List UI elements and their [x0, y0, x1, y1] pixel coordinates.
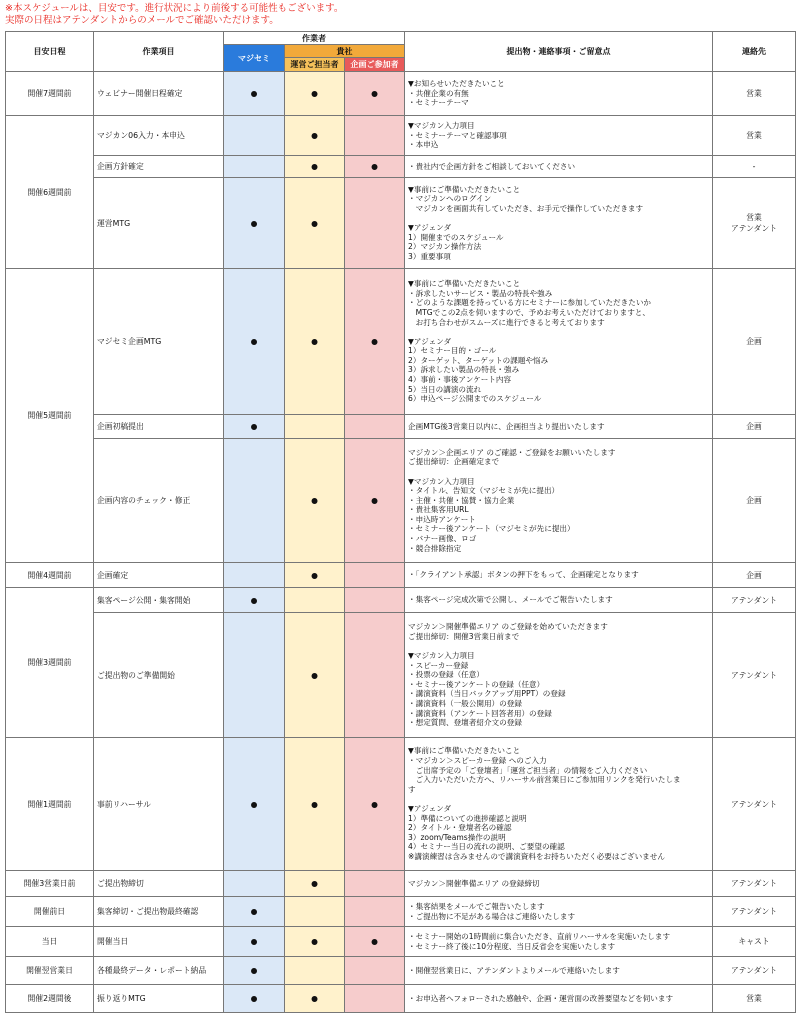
header-worker: 作業者 — [224, 32, 405, 45]
majisemi-cell: ● — [224, 927, 285, 957]
notice-line-1: ※本スケジュールは、目安です。進行状況により前後する可能性もございます。 — [5, 3, 344, 14]
table-row — [6, 415, 796, 439]
timing-cell: 開催前日 — [6, 897, 94, 927]
unei-cell: ● — [285, 269, 345, 415]
timing-cell: 当日 — [6, 927, 94, 957]
contact-cell: 企画 — [713, 439, 796, 563]
kikaku-cell: ● — [345, 439, 405, 563]
notice-line-2: 実際の日程はアテンダントからのメールでご確認いただけます。 — [5, 15, 279, 26]
kikaku-cell: ● — [345, 738, 405, 871]
table-row — [6, 957, 796, 985]
schedule-body — [6, 72, 796, 1013]
task-cell: 集客締切・ご提出物最終確認 — [94, 897, 224, 927]
table-row — [6, 897, 796, 927]
majisemi-cell: ● — [224, 957, 285, 985]
header-notes: 提出物・連絡事項・ご留意点 — [405, 32, 713, 72]
notes-cell: ・セミナー開始の1時間前に集合いただき、直前リハーサルを実施いたします ・セミナー終了後に10分程度、当日反省会を実施いたします — [405, 927, 713, 957]
table-row — [6, 269, 796, 415]
unei-cell — [285, 897, 345, 927]
header-task: 作業項目 — [94, 32, 224, 72]
task-cell: 企画確定 — [94, 563, 224, 588]
header-timing: 目安日程 — [6, 32, 94, 72]
notes-cell: ・集客結果をメールでご報告いたします ・ご提出物に不足がある場合はご連絡いたします — [405, 897, 713, 927]
kikaku-cell — [345, 178, 405, 269]
timing-cell: 開催3週間前 — [6, 588, 94, 738]
table-row — [6, 178, 796, 269]
timing-cell: 開催4週間前 — [6, 563, 94, 588]
task-cell: 企画内容のチェック・修正 — [94, 439, 224, 563]
kikaku-cell — [345, 985, 405, 1013]
majisemi-cell — [224, 563, 285, 588]
unei-cell: ● — [285, 439, 345, 563]
contact-cell: 企画 — [713, 563, 796, 588]
contact-cell: アテンダント — [713, 897, 796, 927]
notes-cell: ・集客ページ完成次第で公開し、メールでご報告いたします — [405, 588, 713, 613]
unei-cell: ● — [285, 563, 345, 588]
kikaku-cell — [345, 871, 405, 897]
contact-cell: 営業 — [713, 985, 796, 1013]
header-unei: 運営ご担当者 — [285, 58, 345, 72]
contact-cell: - — [713, 156, 796, 178]
unei-cell — [285, 415, 345, 439]
timing-cell: 開催翌営業日 — [6, 957, 94, 985]
contact-cell: キャスト — [713, 927, 796, 957]
majisemi-cell — [224, 613, 285, 738]
task-cell: 運営MTG — [94, 178, 224, 269]
table-row — [6, 738, 796, 871]
schedule-notice — [5, 3, 343, 27]
contact-cell: 企画 — [713, 415, 796, 439]
timing-cell: 開催2週間後 — [6, 985, 94, 1013]
task-cell: マジセミ企画MTG — [94, 269, 224, 415]
table-row — [6, 72, 796, 116]
task-cell: ご提出物のご準備開始 — [94, 613, 224, 738]
task-cell: 集客ページ公開・集客開始 — [94, 588, 224, 613]
majisemi-cell: ● — [224, 738, 285, 871]
table-row — [6, 871, 796, 897]
task-cell: マジカン06入力・本申込 — [94, 116, 224, 156]
task-cell: ウェビナー開催日程確定 — [94, 72, 224, 116]
unei-cell: ● — [285, 871, 345, 897]
unei-cell — [285, 957, 345, 985]
kikaku-cell — [345, 897, 405, 927]
contact-cell: 営業 アテンダント — [713, 178, 796, 269]
majisemi-cell: ● — [224, 72, 285, 116]
contact-cell: 営業 — [713, 116, 796, 156]
kikaku-cell — [345, 588, 405, 613]
notes-cell: ▼事前にご準備いただきたいこと ・マジカン＞スピーカー登録 へのご入力 ご出席予定の「ご登壇者」「運営ご担当者」の情報をご入力ください ご入力いただいた方へ、リハーサル前営業日にご参加用リンクを発行いたしま す ▼アジェンダ 1）準備についての進捗確認と説明 2）タイトル・登壇者名の確認 3）zoom/Teams操作の説明 4）セミナー当日の流れの説明、ご要望の確認 ※講演練習は含みませんので講演資料をお持ちいただく必要はございません — [405, 738, 713, 871]
table-row — [6, 588, 796, 613]
kikaku-cell — [345, 563, 405, 588]
kikaku-cell: ● — [345, 156, 405, 178]
majisemi-cell: ● — [224, 588, 285, 613]
header-majisemi: マジセミ — [224, 45, 285, 72]
notes-cell: マジカン＞開催準備エリア の登録締切 — [405, 871, 713, 897]
kikaku-cell — [345, 957, 405, 985]
timing-cell: 開催1週間前 — [6, 738, 94, 871]
task-cell: ご提出物締切 — [94, 871, 224, 897]
unei-cell: ● — [285, 156, 345, 178]
majisemi-cell: ● — [224, 985, 285, 1013]
kikaku-cell — [345, 415, 405, 439]
task-cell: 事前リハーサル — [94, 738, 224, 871]
unei-cell: ● — [285, 738, 345, 871]
contact-cell: アテンダント — [713, 957, 796, 985]
contact-cell: 企画 — [713, 269, 796, 415]
table-row — [6, 116, 796, 156]
notes-cell: ▼事前にご準備いただきたいこと ・マジカンへのログイン マジカンを画面共有していただき、お手元で操作していただきます ▼アジェンダ 1）開催までのスケジュール 2）マジカン操作方法 3）重要事項 — [405, 178, 713, 269]
notes-cell: ▼お知らせいただきたいこと ・共催企業の有無 ・セミナーテーマ — [405, 72, 713, 116]
schedule-table — [5, 31, 796, 1013]
notes-cell: ・開催翌営業日に、アテンダントよりメールで連絡いたします — [405, 957, 713, 985]
timing-cell: 開催3営業日前 — [6, 871, 94, 897]
unei-cell: ● — [285, 178, 345, 269]
contact-cell: 営業 — [713, 72, 796, 116]
timing-cell: 開催5週間前 — [6, 269, 94, 563]
majisemi-cell: ● — [224, 897, 285, 927]
notes-cell: 企画MTG後3営業日以内に、企画担当より提出いたします — [405, 415, 713, 439]
kikaku-cell: ● — [345, 72, 405, 116]
notes-cell: マジカン＞開催準備エリア のご登録を始めていただきます ご提出締切：開催3営業日前まで ▼マジカン入力項目 ・スピーカー登録 ・投票の登録（任意） ・セミナー後アンケートの登録（任意） ・講演資料（当日バックアップ用PPT）の登録 ・講演資料（一般公開用）の登録 ・講演資料（アンケート回答者用）の登録 ・想定質問、登壇者紹介文の登録 — [405, 613, 713, 738]
task-cell: 企画方針確定 — [94, 156, 224, 178]
contact-cell: アテンダント — [713, 613, 796, 738]
unei-cell: ● — [285, 116, 345, 156]
notes-cell: ・貴社内で企画方針をご相談しておいてください — [405, 156, 713, 178]
header-kikaku: 企画ご参加者 — [345, 58, 405, 72]
kikaku-cell: ● — [345, 269, 405, 415]
header-contact: 連絡先 — [713, 32, 796, 72]
majisemi-cell: ● — [224, 269, 285, 415]
timing-cell: 開催6週間前 — [6, 116, 94, 269]
task-cell: 開催当日 — [94, 927, 224, 957]
notes-cell: ・お申込者へフォローされた感触や、企画・運営面の改善要望などを伺います — [405, 985, 713, 1013]
unei-cell: ● — [285, 72, 345, 116]
unei-cell: ● — [285, 613, 345, 738]
majisemi-cell — [224, 116, 285, 156]
notes-cell: ・「クライアント承認」ボタンの押下をもって、企画確定となります — [405, 563, 713, 588]
task-cell: 各種最終データ・レポート納品 — [94, 957, 224, 985]
majisemi-cell — [224, 439, 285, 563]
majisemi-cell — [224, 156, 285, 178]
table-row — [6, 927, 796, 957]
notes-cell: マジカン＞企画エリア のご確認・ご登録をお願いいたします ご提出締切：企画確定まで ▼マジカン入力項目 ・タイトル、告知文（マジセミが先に提出） ・主催・共催・協賛・協力企業 ・貴社集客用URL ・申込時アンケート ・セミナー後アンケート（マジセミが先に提出） ・バナー画像、ロゴ ・競合排除指定 — [405, 439, 713, 563]
unei-cell — [285, 588, 345, 613]
majisemi-cell — [224, 871, 285, 897]
contact-cell: アテンダント — [713, 871, 796, 897]
contact-cell: アテンダント — [713, 738, 796, 871]
notes-cell: ▼事前にご準備いただきたいこと ・訴求したいサービス・製品の特長や強み ・どのような課題を持っている方にセミナーに参加していただきたいか MTGでこの2点を伺いますので、予めお考えいただけておりますと、 お打ち合わせがスムーズに進行できると考えております ▼アジェンダ 1）セミナー目的・ゴール 2）ターゲット、ターゲットの課題や悩み 3）訴求したい製品の特長・強み 4）事前・事後アンケート内容 5）当日の講演の流れ 6）申込ページ公開までのスケジュール — [405, 269, 713, 415]
table-row — [6, 985, 796, 1013]
kikaku-cell: ● — [345, 927, 405, 957]
kikaku-cell — [345, 613, 405, 738]
task-cell: 企画初稿提出 — [94, 415, 224, 439]
majisemi-cell: ● — [224, 178, 285, 269]
majisemi-cell: ● — [224, 415, 285, 439]
table-row — [6, 156, 796, 178]
header-client: 貴社 — [285, 45, 405, 58]
table-row — [6, 563, 796, 588]
notes-cell: ▼マジカン入力項目 ・セミナーテーマと確認事項 ・本申込 — [405, 116, 713, 156]
unei-cell: ● — [285, 927, 345, 957]
contact-cell: アテンダント — [713, 588, 796, 613]
task-cell: 振り返りMTG — [94, 985, 224, 1013]
table-row — [6, 439, 796, 563]
timing-cell: 開催7週間前 — [6, 72, 94, 116]
unei-cell: ● — [285, 985, 345, 1013]
table-row — [6, 613, 796, 738]
kikaku-cell — [345, 116, 405, 156]
